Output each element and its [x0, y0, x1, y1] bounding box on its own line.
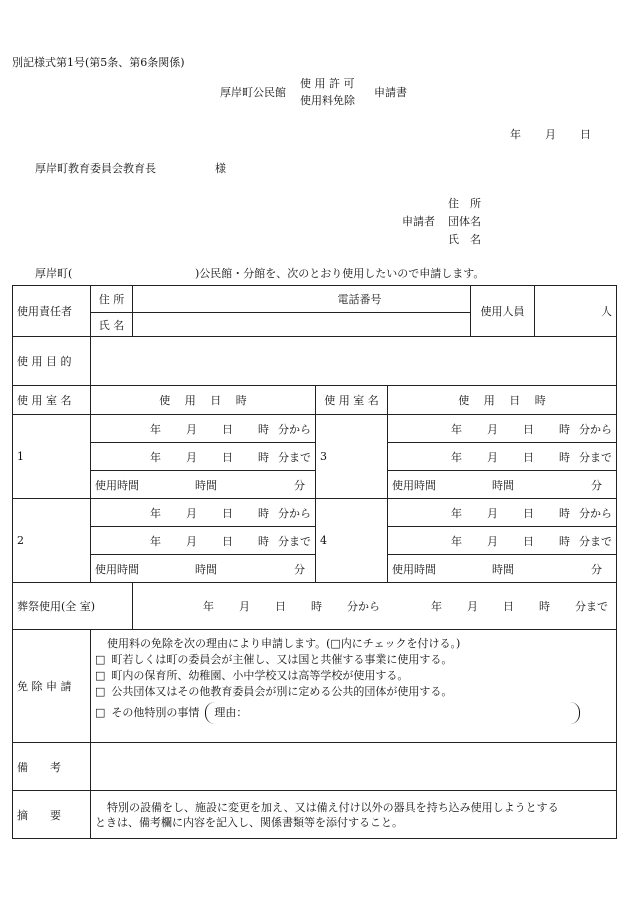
reason-input[interactable]	[205, 702, 580, 724]
hours-label: 時間	[492, 562, 514, 576]
dt-hour: 時	[539, 600, 550, 613]
funeral-datetime[interactable]	[133, 583, 617, 630]
dt-day: 日	[523, 422, 535, 436]
exemption-label: 免 除 申 請	[13, 630, 91, 743]
checkbox-icon[interactable]: □	[95, 669, 106, 682]
intro-suffix: )公民館・分館を、次のとおり使用したいので申請します。	[195, 267, 485, 280]
application-table	[12, 285, 617, 839]
dt-hour: 時	[258, 534, 269, 548]
room-4-usage-time[interactable]	[388, 555, 617, 583]
applicant-group-label: 団体名	[448, 215, 481, 228]
exemption-item-text: その他特別の事情	[111, 706, 200, 719]
dt-year: 年	[451, 422, 463, 436]
room-3-end[interactable]	[388, 443, 617, 471]
dt-until: 分まで	[278, 534, 311, 548]
minutes-label: 分	[294, 562, 305, 576]
dt-year: 年	[431, 600, 442, 613]
facility-name: 厚岸町公民館	[220, 86, 286, 99]
room-3-start[interactable]	[388, 415, 617, 443]
dt-month: 月	[487, 450, 499, 464]
summary-content	[91, 791, 617, 839]
purpose-label: 使 用 目 的	[13, 337, 91, 386]
dt-month: 月	[186, 422, 197, 436]
dt-month: 月	[467, 600, 478, 613]
date-day: 日	[580, 128, 591, 141]
room-1-start[interactable]	[91, 415, 316, 443]
dt-day: 日	[523, 534, 535, 548]
date-month: 月	[545, 128, 556, 141]
dt-until: 分まで	[579, 534, 613, 548]
type-option-exemption: 使用料免除	[300, 94, 355, 107]
dt-from: 分から	[278, 422, 311, 436]
phone-label: 電話番号	[133, 286, 471, 313]
room-label-left: 使 用 室 名	[13, 386, 91, 415]
dt-year: 年	[150, 422, 161, 436]
type-option-permit: 使 用 許 可	[300, 77, 355, 90]
dt-month: 月	[239, 600, 250, 613]
funeral-label: 葬祭使用(全 室)	[13, 583, 133, 630]
dt-until: 分まで	[579, 450, 613, 464]
datetime-label-left: 使 用 日 時	[91, 386, 316, 415]
summary-text-line-1: 特別の設備をし、施設に変更を加え、又は備え付け以外の器具を持ち込み使用しようとする	[107, 800, 559, 814]
dt-day: 日	[523, 506, 535, 520]
dt-month: 月	[186, 450, 197, 464]
dt-hour: 時	[258, 450, 269, 464]
address-label: 住 所	[91, 286, 133, 313]
dt-hour: 時	[258, 506, 269, 520]
intro-prefix: 厚岸町(	[35, 267, 73, 280]
form-number: 別記様式第1号(第5条、第6条関係)	[12, 56, 185, 69]
reason-label: 理由：	[214, 706, 248, 719]
datetime-label-right: 使 用 日 時	[388, 386, 617, 415]
room-2-usage-time[interactable]	[91, 555, 316, 583]
addressee: 厚岸町教育委員会教育長	[35, 162, 156, 175]
exemption-item-text: 町若しくは町の委員会が主催し、又は国と共催する事業に使用する。	[111, 653, 453, 666]
checkbox-icon[interactable]: □	[95, 653, 106, 666]
dt-hour: 時	[559, 422, 571, 436]
dt-year: 年	[150, 450, 161, 464]
room-1-usage-time[interactable]	[91, 471, 316, 499]
dt-day: 日	[222, 450, 233, 464]
dt-year: 年	[451, 534, 463, 548]
dt-day: 日	[222, 506, 233, 520]
exemption-item-text: 町内の保育所、幼稚園、小中学校又は高等学校が使用する。	[111, 669, 409, 682]
room-3: 3	[316, 415, 388, 499]
dt-year: 年	[451, 450, 463, 464]
dt-hour: 時	[559, 534, 571, 548]
dt-from: 分から	[278, 506, 311, 520]
minutes-label: 分	[591, 478, 602, 492]
dt-day: 日	[503, 600, 514, 613]
dt-from: 分から	[579, 506, 613, 520]
date-year: 年	[510, 128, 521, 141]
exemption-item	[95, 684, 612, 700]
applicant-name-label: 氏 名	[448, 233, 481, 246]
dt-from: 分から	[347, 600, 380, 613]
people-label: 使用人員	[471, 286, 535, 337]
honorific: 様	[215, 162, 226, 175]
dt-day: 日	[523, 450, 535, 464]
room-3-usage-time[interactable]	[388, 471, 617, 499]
dt-month: 月	[487, 534, 499, 548]
dt-month: 月	[186, 534, 197, 548]
name-input-area[interactable]	[133, 313, 471, 337]
remarks-label: 備 考	[13, 743, 91, 791]
dt-day: 日	[275, 600, 286, 613]
dt-hour: 時	[559, 450, 571, 464]
dt-month: 月	[487, 422, 499, 436]
responsible-label: 使用責任者	[13, 286, 91, 337]
room-2-end[interactable]	[91, 527, 316, 555]
room-4-start[interactable]	[388, 499, 617, 527]
room-1-end[interactable]	[91, 443, 316, 471]
usage-time-label: 使用時間	[95, 562, 139, 576]
checkbox-icon[interactable]: □	[95, 706, 106, 719]
checkbox-icon[interactable]: □	[95, 685, 106, 698]
dt-year: 年	[451, 506, 463, 520]
dt-year: 年	[203, 600, 214, 613]
purpose-input-area[interactable]	[91, 337, 617, 386]
room-2-start[interactable]	[91, 499, 316, 527]
exemption-intro: 使用料の免除を次の理由により申請します。(□内にチェックを付ける。)	[107, 637, 461, 650]
dt-day: 日	[222, 534, 233, 548]
summary-label: 摘 要	[13, 791, 91, 839]
dt-month: 月	[186, 506, 197, 520]
dt-year: 年	[150, 534, 161, 548]
dt-hour: 時	[311, 600, 322, 613]
usage-time-label: 使用時間	[392, 562, 436, 576]
dt-hour: 時	[258, 422, 269, 436]
dt-day: 日	[222, 422, 233, 436]
room-label-right: 使 用 室 名	[316, 386, 388, 415]
document-type: 申請書	[374, 86, 407, 99]
minutes-label: 分	[591, 562, 602, 576]
dt-hour: 時	[559, 506, 571, 520]
dt-until: 分まで	[278, 450, 311, 464]
room-2: 2	[13, 499, 91, 583]
exemption-item-text: 公共団体又はその他教育委員会が別に定める公共的団体が使用する。	[111, 685, 453, 698]
dt-from: 分から	[579, 422, 613, 436]
remarks-input-area[interactable]	[91, 743, 617, 791]
hours-label: 時間	[195, 562, 217, 576]
room-1: 1	[13, 415, 91, 499]
hours-label: 時間	[195, 478, 217, 492]
room-4: 4	[316, 499, 388, 583]
people-unit: 人	[535, 286, 617, 337]
exemption-item	[95, 652, 612, 668]
applicant-label: 申請者	[402, 215, 435, 228]
dt-until: 分まで	[575, 600, 608, 613]
usage-time-label: 使用時間	[95, 478, 139, 492]
room-4-end[interactable]	[388, 527, 617, 555]
name-label: 氏 名	[91, 313, 133, 337]
usage-time-label: 使用時間	[392, 478, 436, 492]
exemption-item	[95, 702, 612, 724]
exemption-item	[95, 668, 612, 684]
summary-text-line-2: ときは、備考欄に内容を記入し、関係書類等を添付すること。	[95, 815, 403, 829]
exemption-content	[91, 630, 617, 743]
applicant-address-label: 住 所	[448, 197, 481, 210]
dt-year: 年	[150, 506, 161, 520]
dt-month: 月	[487, 506, 499, 520]
hours-label: 時間	[492, 478, 514, 492]
minutes-label: 分	[294, 478, 305, 492]
